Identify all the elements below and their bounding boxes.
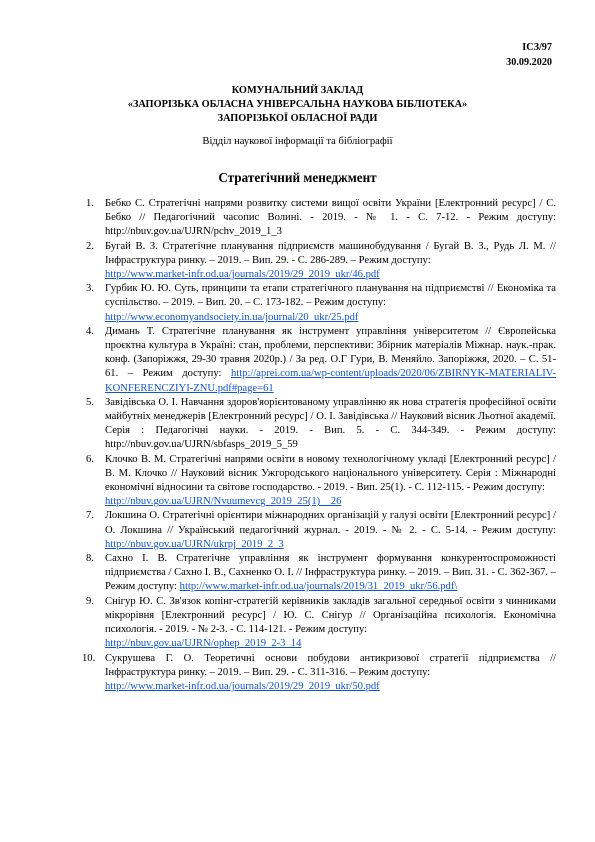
bibliography-list — [82, 197, 556, 694]
entry-number: 5. — [86, 396, 94, 408]
entry-text: Гурбик Ю. Ю. Суть, принципи та етапи стратегічного планування на підприємстві // Економіка та суспільство. – 2019. – Вип. 20. – С. 173-182. – Режим доступу: — [105, 283, 556, 309]
entry-link[interactable]: http://www.market-infr.od.ua/journals/2019/29_2019_ukr/50.pdf — [105, 680, 380, 692]
entry-link[interactable]: http://nbuv.gov.ua/UJRN/ukrpj_2019_2_3 — [105, 538, 284, 550]
bibliography-entry — [82, 652, 556, 695]
bibliography-entry — [86, 282, 556, 325]
bibliography-entry — [86, 197, 556, 240]
entry-number: 9. — [86, 595, 94, 607]
entry-number: 6. — [86, 453, 94, 465]
document-id-block — [506, 40, 552, 70]
entry-text: Бебко С. Стратегічні напрями розвитку системи вищої освіти України [Електронний ресурс] / С. Бебко // Педагогічний часопис Волині. - 2019. - № 1. - С. 7-12. - Режим доступу: http://nbuv.gov.ua/UJRN/pchv_2019_1_3 — [105, 198, 556, 238]
entry-link[interactable]: http://nbuv.gov.ua/UJRN/Nvuumevcg_2019_25(1)__26 — [105, 496, 342, 508]
entry-number: 2. — [86, 240, 94, 252]
entry-text: Сахно І. В. Стратегічне управління як інструмент формування конкурентоспроможності підприємства / Сахно І. В., Сахненко О. І. // Інфраструктура ринку. – 2019. – Вип. 31. - С. 362-367. – Режим доступу: — [105, 553, 556, 593]
entry-number: 10. — [82, 652, 96, 664]
entry-link[interactable]: http://www.market-infr.od.ua/journals/2019/31_2019_ukr/56.pdf\ — [179, 581, 458, 593]
organization-header — [0, 84, 595, 126]
bibliography-entry — [86, 552, 556, 595]
entry-number: 3. — [86, 283, 94, 295]
org-line: «ЗАПОРІЗЬКА ОБЛАСНА УНІВЕРСАЛЬНА НАУКОВА БІБЛІОТЕКА» — [127, 99, 468, 110]
bibliography-entry — [86, 325, 556, 396]
entry-link[interactable]: http://www.economyandsociety.in.ua/journal/20_ukr/25.pdf — [105, 311, 359, 323]
entry-number: 7. — [86, 510, 94, 522]
entry-link[interactable]: http://aprei.com.ua/wp-content/uploads/2020/06/ZBIRNYK-MATERIALIV-KONFERENCZIYI-ZNU.pdf#page=61 — [105, 368, 556, 394]
bibliography-entry — [86, 453, 556, 510]
entry-number: 1. — [86, 198, 94, 209]
bibliography-entry — [86, 595, 556, 652]
entry-text: Локшина О. Стратегічні орієнтири міжнародних організацій у галузі освіти [Електронний ресурс] / О. Локшина // Український педагогічний журнал. - 2019. - № 2. - С. 5-14. - Режим доступу: — [105, 510, 556, 536]
org-line: ЗАПОРІЗЬКОЇ ОБЛАСНОЇ РАДИ — [217, 113, 378, 124]
entry-text: Бугай В. З. Стратегічне планування підприємств машинобудування / Бугай В. З., Рудь Л. М. // Інфраструктура ринку. – 2019. – Вип. 29. - С. 286-289. – Режим доступу: — [105, 240, 556, 266]
entry-text: Завідівська О. І. Навчання здоров'яорієнтованому управлінню як нова стратегія професійної освіти майбутніх менеджерів [Електронний ресурс] / О. І. Завідівська // Науковий вісник Льотної академії. Серія : Педагогічні науки. - 2019. - Вип. 5. - С. 344-349. - Режим доступу: http://nbuv.gov.ua/UJRN/sbfasps_2019_5_59 — [105, 396, 556, 451]
entry-text: Сукрушева Г. О. Теоретичні основи побудови антикризової стратегії підприємства // Інфраструктура ринку. – 2019. – Вип. 29. - С. 311-316. – Режим доступу: — [105, 652, 556, 678]
org-line: КОМУНАЛЬНИЙ ЗАКЛАД — [231, 85, 364, 96]
page-title: Стратегічний менеджмент — [218, 170, 377, 185]
bibliography-entry — [86, 240, 556, 283]
document-date: 30.09.2020 — [506, 57, 552, 68]
entry-text: Клочко В. М. Стратегічні напрями освіти в новому технологічному укладі [Електронний ресурс] / В. М. Клочко // Науковий вісник Ужгородського національного університету. Серія : Міжнародні економічні відносини та світове господарство. - 2019. - Вип. 25(1). - С. 112-115. - Режим доступу: — [105, 453, 556, 494]
entry-link[interactable]: http://nbuv.gov.ua/UJRN/ophep_2019_2-3_14 — [105, 638, 302, 650]
bibliography-entry — [86, 509, 556, 552]
entry-link[interactable]: http://www.market-infr.od.ua/journals/2019/29_2019_ukr/46.pdf — [105, 269, 380, 281]
entry-number: 8. — [86, 553, 94, 565]
department-name: Відділ наукової інформації та бібліографії — [202, 136, 393, 147]
document-code: ІСЗ/97 — [522, 42, 552, 53]
bibliography-entry — [86, 396, 556, 453]
entry-text: Снігур Ю. С. Зв'язок копінг-стратегій керівників закладів загальної середньої освіти з чинниками мікрорівня [Електронний ресурс] / Ю. С. Снігур // Організаційна психологія. Економічна психологія. - 2019. - № 2-3. - С. 114-121. - Режим доступу: — [105, 595, 556, 636]
entry-text: Димань Т. Стратегічне планування як інструмент управління університетом // Європейська проєктна культура в Україні: стан, проблеми, перспективи: Збірник матеріалів Міжнар. наук.-прак. конф. (Запоріжжя, 29-30 травня 2020р.) / За ред. О.Г Гури, В. Меняйло. Запоріжжя, 2020. – С. 51-61. – Режим доступу: — [105, 325, 556, 380]
entry-number: 4. — [86, 325, 94, 337]
